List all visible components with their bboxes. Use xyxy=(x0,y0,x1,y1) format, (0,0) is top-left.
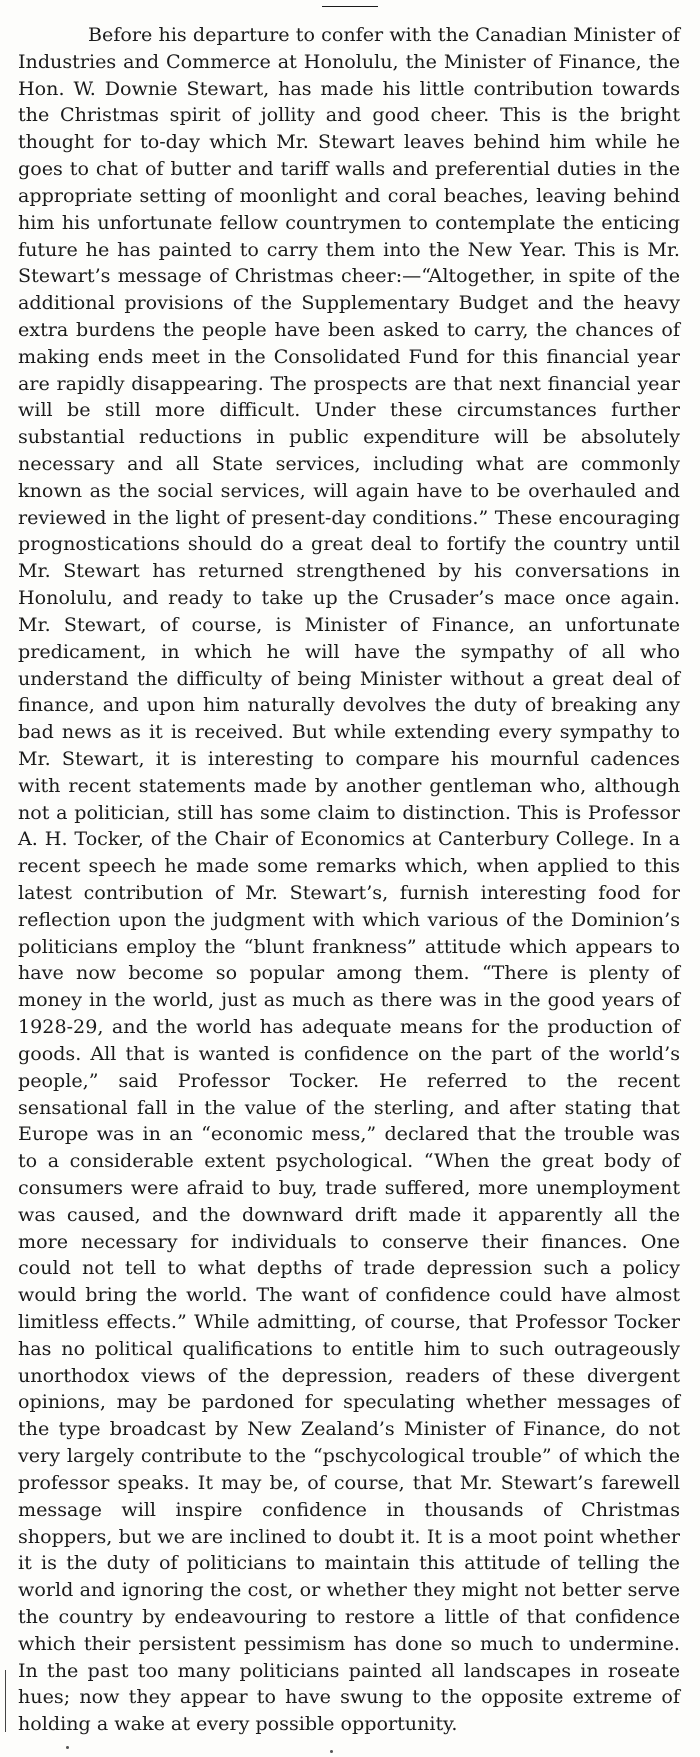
top-divider-rule xyxy=(322,6,378,7)
article-body: Before his departure to confer with the Canadian Minister of Industries and Commerce at Honolulu, the Minister of Finance, the Hon. W. Downie Stewart, has made his little contribution towards the Christmas spirit of jollity and good cheer. This is the bright thought for to-day which Mr. Stewart leaves behind him while he goes to chat of butter and tariff walls and preferential duties in the appropriate setting of moonlight and coral beaches, leaving behind him his unfortunate fellow countrymen to contemplate the enticing future he has painted to carry them into the New Year. This is Mr. Stewart’s message of Christmas cheer:—“Altogether, in spite of the additional provisions of the Supplementary Budget and the heavy extra burdens the people have been asked to carry, the chances of making ends meet in the Consolidated Fund for this financial year are rapidly disappearing. The prospects are that next financial year will be still more difficult. Under these circumstances further substantial reductions in public expenditure will be absolutely necessary and all State services, including what are commonly known as the social services, will again have to be overhauled and reviewed in the light of present-day conditions.” These encouraging prognostications should do a great deal to fortify the country until Mr. Stewart has returned strengthened by his conversations in Honolulu, and ready to take up the Crusader’s mace once again. Mr. Stewart, of course, is Minister of Finance, an unfortunate predicament, in which he will have the sympathy of all who understand the difficulty of being Minister without a great deal of finance, and upon him naturally devolves the duty of breaking any bad news as it is received. But while extending every sympathy to Mr. Stewart, it is interesting to compare his mournful cadences with recent statements made by another gentleman who, although not a politician, still has some claim to distinction. This is Professor A. H. Tocker, of the Chair of Economics at Canterbury College. In a recent speech he made some remarks which, when applied to this latest contribution of Mr. Stewart’s, furnish interesting food for reflection upon the judgment with which various of the Dominion’s politicians employ the “blunt frankness” attitude which appears to have now become so popular among them. “There is plenty of money in the world, just as much as there was in the good years of 1928-29, and the world has adequate means for the production of goods. All that is wanted is confidence on the part of the world’s people,” said Professor Tocker. He referred to the recent sensational fall in the value of the sterling, and after stating that Europe was in an “economic mess,” declared that the trouble was to a considerable extent psychological. “When the great body of consumers were afraid to buy, trade suffered, more unemployment was caused, and the downward drift made it apparently all the more necessary for individuals to conserve their finances. One could not tell to what depths of trade depression such a policy would bring the world. The want of confidence could have almost limitless effects.” While admitting, of course, that Professor Tocker has no political qualifications to entitle him to such outrageously unorthodox views of the depression, readers of these divergent opinions, may be pardoned for speculating whether messages of the type broadcast by New Zealand’s Minister of Finance, do not very largely contribute to the “pschycological trouble” of which the professor speaks. It may be, of course, that Mr. Stewart’s farewell message will inspire confidence in thousands of Christmas shoppers, but we are inclined to doubt it. It is a moot point whether it is the duty of politicians to maintain this attitude of telling the world and ignoring the cost, or whether they might not better serve the country by endeavouring to restore a little of that confidence which their persistent pessimism has done so much to undermine. In the past too many politicians painted all landscapes in roseate hues; now they appear to have swung to the opposite extreme of holding a wake at every possible opportunity. xyxy=(18,23,680,1736)
print-speck xyxy=(66,1746,69,1749)
print-speck xyxy=(330,1750,333,1753)
margin-rule xyxy=(5,1670,6,1732)
